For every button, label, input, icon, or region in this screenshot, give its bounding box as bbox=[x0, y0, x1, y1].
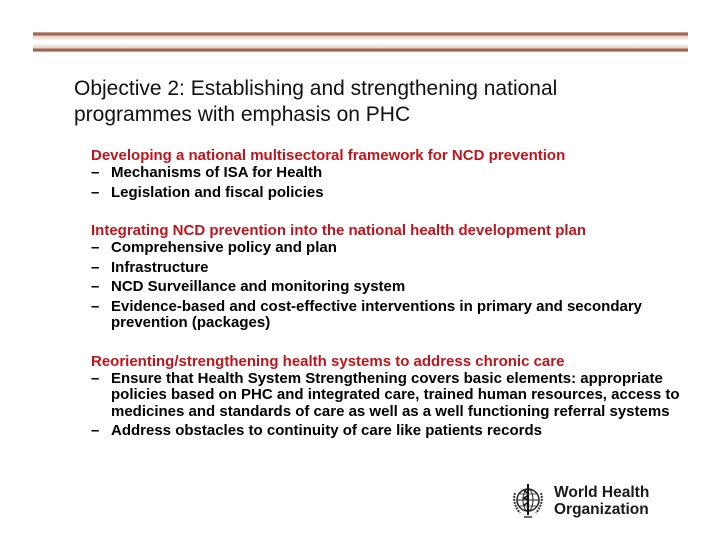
slide-content bbox=[91, 146, 691, 460]
item-text: Address obstacles to continuity of care like patients records bbox=[111, 422, 542, 439]
section-heading: Developing a national multisectoral framework for NCD prevention bbox=[91, 147, 566, 164]
logo-line-1: World Health bbox=[554, 484, 650, 501]
section-integrating bbox=[91, 221, 691, 332]
list-item bbox=[91, 279, 691, 296]
item-text: Ensure that Health System Strengthening covers basic elements: appropriate policies based on PHC and integrated care, trained human resources, access to medicines and standards of care as well as a well functioning referral systems bbox=[111, 369, 680, 420]
list-item bbox=[91, 371, 691, 421]
list-item bbox=[91, 260, 691, 277]
logo-line-2: Organization bbox=[554, 501, 649, 518]
item-text: Mechanisms of ISA for Health bbox=[111, 164, 323, 181]
dash-bullet: – bbox=[91, 239, 100, 256]
dash-bullet: – bbox=[91, 278, 100, 295]
dash-bullet: – bbox=[91, 258, 100, 276]
dash-bullet: – bbox=[91, 422, 100, 439]
dash-bullet: – bbox=[91, 297, 100, 315]
decorative-bar-gap bbox=[33, 36, 688, 48]
item-text: Evidence-based and cost-effective interventions in primary and secondary prevention (packages) bbox=[111, 297, 642, 331]
slide-title: Objective 2: Establishing and strengthening national programmes with emphasis on PHC bbox=[74, 77, 558, 126]
section-heading: Integrating NCD prevention into the national health development plan bbox=[91, 222, 587, 239]
decorative-bar-bottom bbox=[33, 48, 688, 52]
list-item bbox=[91, 423, 691, 440]
dash-bullet: – bbox=[91, 369, 100, 387]
list-item bbox=[91, 185, 691, 202]
list-item bbox=[91, 165, 691, 182]
item-text: Infrastructure bbox=[111, 258, 209, 276]
who-logo bbox=[508, 481, 649, 521]
dash-bullet: – bbox=[91, 183, 100, 201]
who-emblem-icon bbox=[508, 481, 548, 521]
section-framework bbox=[91, 146, 691, 201]
section-reorienting bbox=[91, 352, 691, 440]
item-text: Legislation and fiscal policies bbox=[111, 183, 324, 201]
list-item bbox=[91, 299, 691, 332]
section-heading: Reorienting/strengthening health systems to address chronic care bbox=[91, 352, 565, 370]
dash-bullet: – bbox=[91, 164, 100, 181]
who-logo-text bbox=[554, 484, 649, 518]
list-item bbox=[91, 240, 691, 257]
item-text: Comprehensive policy and plan bbox=[111, 239, 337, 256]
item-text: NCD Surveillance and monitoring system bbox=[111, 278, 406, 295]
